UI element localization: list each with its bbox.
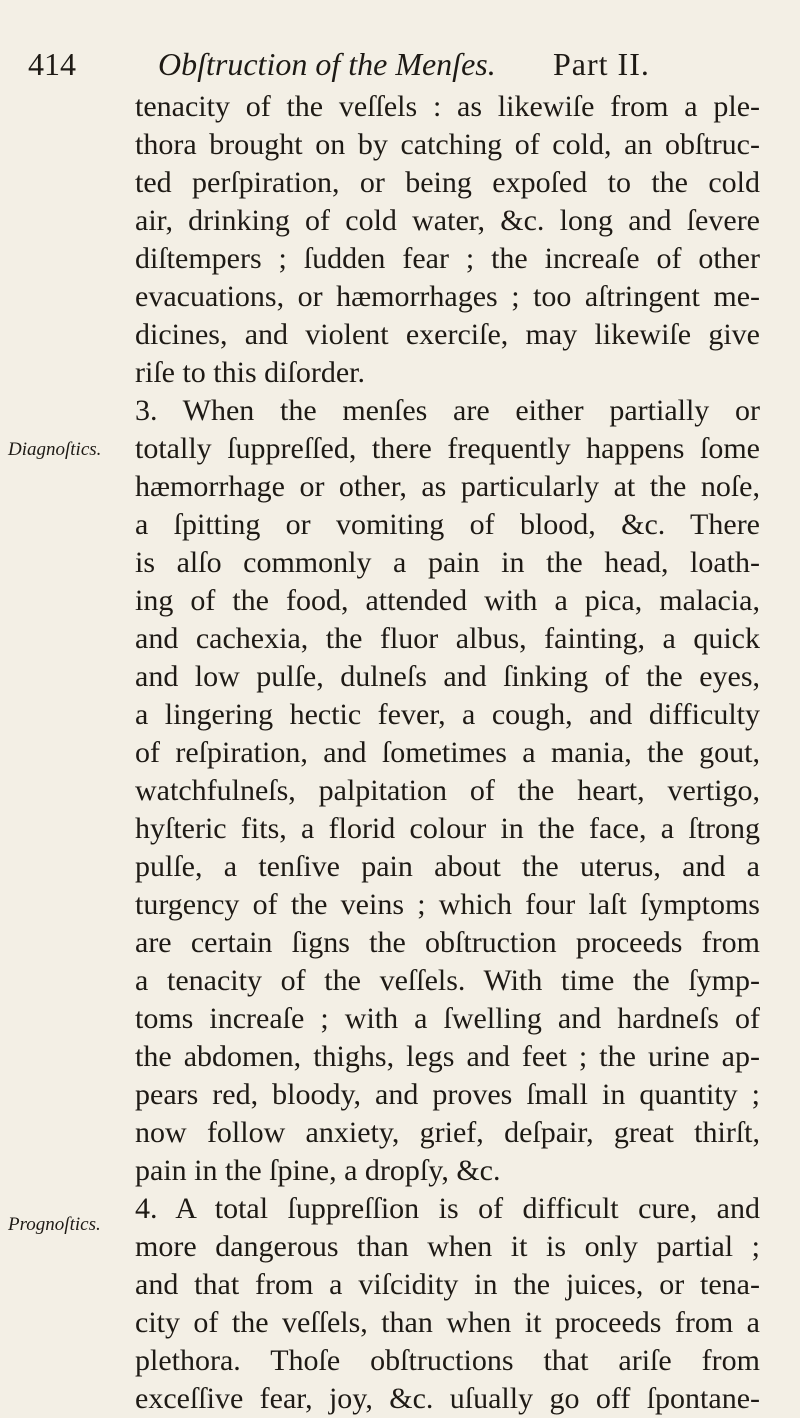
text-line: and cachexia, the fluor albus, fainting, a quick	[135, 622, 760, 655]
text-line: tenacity of the veſſels : as likewiſe from a ple-	[135, 90, 760, 123]
text-line: hyſteric fits, a florid colour in the face, a ſtrong	[135, 812, 760, 845]
text-line: city of the veſſels, than when it proceeds from a	[135, 1306, 760, 1339]
part-label: Part II.	[553, 46, 650, 82]
text-line: pears red, bloody, and proves ſmall in quantity ;	[135, 1078, 760, 1111]
text-line: and that from a viſcidity in the juices, or tena-	[135, 1268, 760, 1301]
text-line: diſtempers ; ſudden fear ; the increaſe of other	[135, 242, 760, 275]
text-line: of reſpiration, and ſometimes a mania, the gout,	[135, 736, 760, 769]
text-line: a lingering hectic fever, a cough, and difficulty	[135, 698, 760, 731]
text-line: toms increaſe ; with a ſwelling and hardneſs of	[135, 1002, 760, 1035]
running-title: Obſtruction of the Menſes.	[158, 46, 496, 82]
text-line: evacuations, or hæmorrhages ; too aſtringent me-	[135, 280, 760, 313]
page-header	[28, 40, 780, 88]
text-line: totally ſuppreſſed, there frequently happens ſome	[135, 432, 760, 465]
margin-note-prognostics: Prognoſtics.	[8, 1214, 101, 1235]
text-line: 4. A total ſuppreſſion is of difficult cure, and	[135, 1192, 760, 1225]
text-line: is alſo commonly a pain in the head, loath-	[135, 546, 760, 579]
text-line: the abdomen, thighs, legs and feet ; the urine ap-	[135, 1040, 760, 1073]
text-line: riſe to this diſorder.	[135, 356, 365, 389]
margin-note-diagnostics: Diagnoſtics.	[8, 439, 102, 460]
text-line: turgency of the veins ; which four laſt ſymptoms	[135, 888, 760, 921]
text-line: and low pulſe, dulneſs and ſinking of the eyes,	[135, 660, 760, 693]
text-line: a tenacity of the veſſels. With time the ſymp-	[135, 964, 760, 997]
page-number: 414	[28, 46, 76, 82]
text-line: ted perſpiration, or being expoſed to the cold	[135, 166, 760, 199]
text-line: hæmorrhage or other, as particularly at the noſe,	[135, 470, 760, 503]
text-line: thora brought on by catching of cold, an obſtruc-	[135, 128, 760, 161]
text-line: dicines, and violent exerciſe, may likewiſe give	[135, 318, 760, 351]
text-line: watchfulneſs, palpitation of the heart, vertigo,	[135, 774, 760, 807]
text-line: now follow anxiety, grief, deſpair, great thirſt,	[135, 1116, 760, 1149]
text-line: plethora. Thoſe obſtructions that ariſe from	[135, 1344, 760, 1377]
text-line: 3. When the menſes are either partially or	[135, 394, 760, 427]
text-line: ing of the food, attended with a pica, malacia,	[135, 584, 760, 617]
text-line: more dangerous than when it is only partial ;	[135, 1230, 760, 1263]
text-line: pulſe, a tenſive pain about the uterus, and a	[135, 850, 760, 883]
text-line: exceſſive fear, joy, &c. uſually go off ſpontane-	[135, 1382, 760, 1415]
text-line: are certain ſigns the obſtruction proceeds from	[135, 926, 760, 959]
text-line: air, drinking of cold water, &c. long and ſevere	[135, 204, 760, 237]
text-line: pain in the ſpine, a dropſy, &c.	[135, 1154, 501, 1187]
text-line: a ſpitting or vomiting of blood, &c. There	[135, 508, 760, 541]
